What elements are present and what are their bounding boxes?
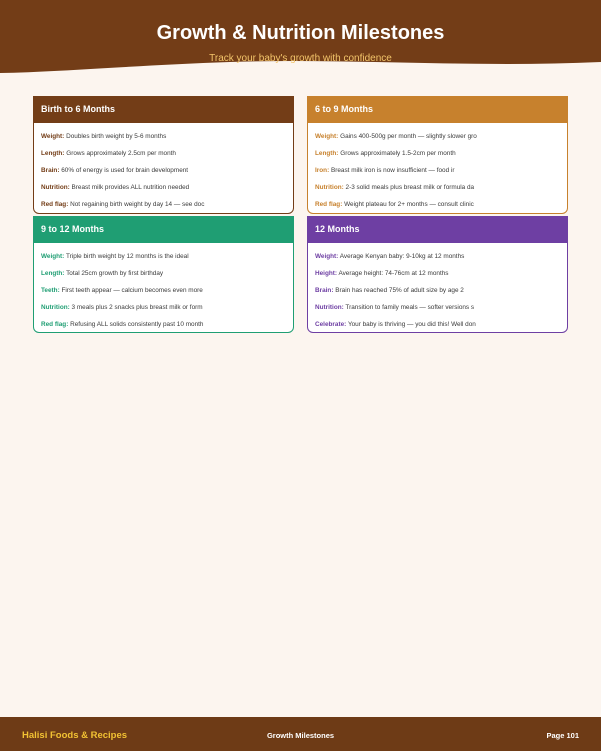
page-subtitle: Track your baby's growth with confidence [209, 53, 392, 64]
row-label: Nutrition: [315, 304, 344, 311]
page-title: Growth & Nutrition Milestones [156, 22, 445, 44]
milestone-row [41, 149, 286, 166]
milestone-row [41, 286, 286, 303]
row-text: Gains 400-500g per month — slightly slower gro [340, 133, 477, 140]
row-text: Your baby is thriving — you did this! Well don [347, 321, 476, 328]
row-label: Height: [315, 270, 338, 277]
milestone-row [315, 286, 560, 303]
milestone-row [315, 252, 560, 269]
milestone-row [315, 269, 560, 286]
card-header [34, 97, 293, 123]
card-title: 9 to 12 Months [41, 224, 105, 234]
row-label: Length: [41, 270, 65, 277]
row-text: Triple birth weight by 12 months is the ideal [65, 253, 189, 260]
milestone-row [41, 269, 286, 286]
milestone-row [41, 132, 286, 149]
card-header [34, 217, 293, 243]
row-text: Breast milk iron is now insufficient — food ir [330, 167, 455, 174]
milestone-row [315, 149, 560, 166]
row-text: Total 25cm growth by first birthday [66, 270, 164, 277]
milestone-row [41, 252, 286, 269]
card-header [308, 217, 567, 243]
row-text: Average height: 74-76cm at 12 months [338, 270, 449, 277]
row-label: Length: [315, 150, 339, 157]
row-text: Refusing ALL solids consistently past 10 month [70, 321, 204, 328]
milestone-row [41, 183, 286, 200]
row-text: Doubles birth weight by 5-6 months [66, 133, 167, 140]
row-label: Teeth: [41, 287, 60, 294]
row-label: Weight: [315, 133, 339, 140]
row-label: Weight: [315, 253, 339, 260]
milestone-card-6-to-9-months [307, 96, 568, 214]
row-text: Weight plateau for 2+ months — consult clinic [344, 201, 474, 208]
page-header [0, 0, 601, 80]
page-number: Page 101 [546, 731, 579, 740]
row-text: Brain has reached 75% of adult size by age 2 [335, 287, 464, 294]
milestone-row [315, 132, 560, 149]
row-label: Nutrition: [315, 184, 344, 191]
milestone-row [41, 166, 286, 183]
milestone-card-birth-to-6-months [33, 96, 294, 214]
row-label: Nutrition: [41, 184, 70, 191]
milestone-card-9-to-12-months [33, 216, 294, 333]
row-label: Red flag: [41, 321, 69, 328]
row-label: Brain: [315, 287, 334, 294]
row-text: Grows approximately 2.5cm per month [66, 150, 176, 157]
row-label: Red flag: [315, 201, 343, 208]
row-label: Red flag: [41, 201, 69, 208]
row-label: Nutrition: [41, 304, 70, 311]
row-text: Breast milk provides ALL nutrition needed [71, 184, 190, 191]
card-header [308, 97, 567, 123]
row-label: Brain: [41, 167, 60, 174]
row-text: 60% of energy is used for brain development [61, 167, 189, 174]
milestone-row [41, 303, 286, 320]
milestone-row [315, 200, 560, 214]
milestone-card-12-months [307, 216, 568, 333]
row-label: Length: [41, 150, 65, 157]
row-text: Grows approximately 1.5-2cm per month [340, 150, 456, 157]
milestone-row [315, 166, 560, 183]
row-text: First teeth appear — calcium becomes even more [61, 287, 203, 294]
milestone-row [41, 200, 286, 214]
footer-section: Growth Milestones [266, 731, 335, 740]
row-text: Transition to family meals — softer versions s [345, 304, 475, 311]
milestone-row [41, 320, 286, 333]
milestone-row [315, 183, 560, 200]
page-footer [0, 717, 601, 751]
milestone-row [315, 303, 560, 320]
row-text: 2-3 solid meals plus breast milk or formula da [345, 184, 475, 191]
footer-brand: Halisi Foods & Recipes [22, 730, 128, 741]
row-label: Iron: [315, 167, 330, 174]
row-text: Average Kenyan baby: 9-10kg at 12 months [339, 253, 465, 260]
card-title: 6 to 9 Months [315, 104, 373, 114]
milestone-row [315, 320, 560, 333]
card-title: 12 Months [315, 224, 360, 234]
row-label: Weight: [41, 253, 65, 260]
row-label: Weight: [41, 133, 65, 140]
row-text: 3 meals plus 2 snacks plus breast milk or form [71, 304, 203, 311]
row-label: Celebrate: [315, 321, 347, 328]
card-title: Birth to 6 Months [41, 104, 115, 114]
row-text: Not regaining birth weight by day 14 — see doc [70, 201, 205, 208]
